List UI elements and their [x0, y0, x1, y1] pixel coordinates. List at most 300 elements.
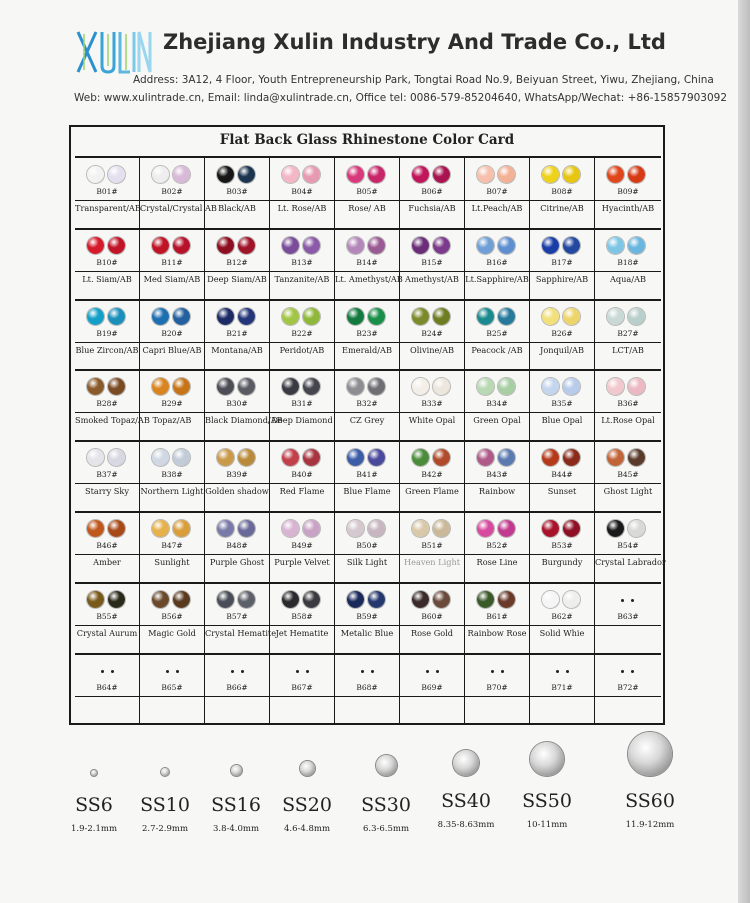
code-divider [75, 412, 661, 413]
rhinestone-swatch [542, 166, 559, 183]
color-name: Lt.Rose Opal [601, 415, 655, 426]
code-divider [75, 554, 661, 555]
color-code: B61# [486, 611, 508, 621]
placeholder-dot [296, 670, 299, 673]
color-cell [140, 583, 205, 654]
rhinestone-swatch [347, 166, 364, 183]
color-code: B42# [421, 470, 443, 480]
color-name: Fuchsia/AB [408, 203, 456, 213]
color-code: B38# [161, 470, 183, 480]
size-diameter: 2.7-2.9mm [141, 824, 189, 834]
rhinestone-swatch [282, 520, 299, 537]
rhinestone-swatch [217, 308, 234, 325]
rhinestone-swatch [173, 237, 190, 254]
color-cell [335, 583, 400, 654]
size-label: SS50 [522, 790, 572, 812]
color-cell [465, 583, 530, 654]
placeholder-dot [361, 670, 364, 673]
color-cell [270, 512, 335, 583]
color-cell [595, 512, 666, 583]
color-name: Lt. Amethyst/AB [335, 273, 403, 284]
color-cell [205, 583, 277, 654]
color-name: Rose/ AB [348, 203, 386, 213]
color-code: B47# [161, 541, 183, 550]
rhinestone-swatch [628, 449, 645, 466]
rhinestone-swatch [542, 591, 559, 608]
color-code: B41# [356, 470, 378, 480]
rhinestone-swatch [498, 166, 515, 183]
size-label: SS40 [441, 790, 491, 812]
rhinestone-swatch [173, 308, 190, 325]
color-name: Sapphire/AB [535, 273, 589, 284]
rhinestone-swatch [282, 166, 299, 183]
rhinestone-swatch [498, 520, 515, 537]
color-cell [595, 158, 661, 229]
color-cell [335, 158, 400, 229]
color-code: B30# [226, 399, 248, 409]
color-name: Peacock /AB [471, 344, 523, 355]
color-name: Montana/AB [211, 344, 263, 355]
size-diameter: 8.35-8.63mm [437, 820, 495, 830]
rhinestone-swatch [282, 591, 299, 608]
rhinestone-swatch [563, 449, 580, 466]
color-code: B06# [421, 187, 443, 196]
color-code: B19# [96, 328, 118, 338]
color-code: B51# [421, 541, 443, 550]
color-code: B32# [356, 399, 378, 409]
size-diameter: 4.6-4.8mm [283, 824, 331, 834]
color-cell [400, 583, 465, 654]
color-code: B31# [291, 399, 313, 409]
placeholder-dot [491, 670, 494, 673]
color-name: Deep Siam/AB [207, 273, 267, 284]
rhinestone-swatch [303, 237, 320, 254]
color-name: Crystal Aurum [76, 627, 138, 638]
color-code: B02# [161, 187, 183, 196]
rhinestone-swatch [108, 237, 125, 254]
rhinestone-swatch [433, 378, 450, 395]
color-code: B72# [617, 682, 639, 692]
rhinestone-swatch [628, 308, 645, 325]
placeholder-dot [621, 599, 624, 602]
color-code: B24# [421, 328, 443, 338]
rhinestone-swatch [477, 237, 494, 254]
color-cell [270, 654, 335, 725]
color-code: B08# [551, 187, 573, 196]
rhinestone-swatch [368, 166, 385, 183]
card-title: Flat Back Glass Rhinestone Color Card [219, 132, 515, 148]
color-code: B54# [617, 541, 639, 550]
placeholder-dot [371, 670, 374, 673]
color-cell [140, 441, 205, 512]
rhinestone-swatch [152, 591, 169, 608]
rhinestone-swatch [108, 308, 125, 325]
rhinestone-swatch [152, 237, 169, 254]
color-code: B03# [226, 187, 248, 196]
rhinestone-swatch [563, 591, 580, 608]
color-code: B37# [96, 470, 118, 480]
xulin-logo [74, 28, 152, 78]
code-divider [75, 342, 661, 343]
size-label: SS20 [282, 794, 332, 816]
placeholder-dot [426, 670, 429, 673]
color-cell [595, 654, 661, 725]
rhinestone-swatch [368, 449, 385, 466]
size-stone-ss50 [530, 742, 564, 776]
color-name: Blue Opal [541, 415, 583, 426]
color-name: Emerald/AB [342, 344, 392, 355]
rhinestone-swatch [217, 449, 234, 466]
color-code: B71# [551, 682, 573, 692]
rhinestone-swatch [347, 449, 364, 466]
color-name: Purple Ghost [209, 557, 265, 567]
color-name: Rainbow [478, 486, 516, 497]
size-stone-ss60 [628, 732, 672, 776]
color-code: B17# [551, 257, 573, 267]
rhinestone-swatch [108, 449, 125, 466]
rhinestone-swatch [152, 308, 169, 325]
color-cell [140, 512, 205, 583]
color-cell [465, 158, 530, 229]
color-code: B65# [161, 682, 183, 692]
color-cell [205, 158, 270, 229]
rhinestone-swatch [498, 378, 515, 395]
color-cell [75, 654, 140, 725]
rhinestone-swatch [152, 449, 169, 466]
color-code: B15# [421, 257, 443, 267]
color-name: Capri Blue/AB [142, 344, 202, 355]
rhinestone-swatch [87, 591, 104, 608]
color-name: Green Flame [405, 486, 459, 497]
color-code: B43# [486, 470, 508, 480]
size-label: SS10 [140, 794, 190, 816]
color-code: B68# [356, 682, 378, 692]
page-edge [738, 0, 750, 903]
color-cell [400, 370, 465, 441]
rhinestone-swatch [282, 449, 299, 466]
company-name: Zhejiang Xulin Industry And Trade Co., Ltd [163, 30, 666, 54]
color-name: Solid Whie [539, 627, 585, 638]
rhinestone-swatch [542, 237, 559, 254]
color-name: Amber [93, 557, 121, 567]
rhinestone-swatch [87, 308, 104, 325]
color-code: B22# [291, 328, 313, 338]
color-cell [465, 370, 530, 441]
color-code: B28# [96, 399, 118, 409]
rhinestone-swatch [368, 591, 385, 608]
color-name: Golden shadow [205, 486, 269, 497]
color-name: Red Flame [279, 486, 325, 497]
color-code: B70# [486, 682, 508, 692]
color-cell [75, 441, 140, 512]
color-code: B46# [96, 541, 118, 550]
color-code: B01# [96, 187, 118, 196]
color-code: B60# [421, 611, 443, 621]
color-code: B55# [96, 611, 118, 621]
color-name: Topaz/AB [152, 415, 192, 426]
rhinestone-swatch [108, 591, 125, 608]
rhinestone-swatch [87, 520, 104, 537]
color-cell [465, 512, 530, 583]
color-cell [270, 370, 335, 441]
rhinestone-swatch [152, 378, 169, 395]
color-code: B53# [551, 541, 573, 550]
rhinestone-swatch [217, 591, 234, 608]
color-name: Jonquil/AB [540, 344, 584, 355]
color-cell [465, 654, 530, 725]
placeholder-dot [436, 670, 439, 673]
rhinestone-swatch [563, 378, 580, 395]
color-cell [270, 441, 335, 512]
color-cell [75, 229, 140, 300]
color-name: Lt. Rose/AB [277, 203, 327, 213]
code-divider [75, 696, 661, 697]
color-name: Blue Zircon/AB [75, 344, 139, 355]
color-code: B29# [161, 399, 183, 409]
rhinestone-swatch [563, 520, 580, 537]
color-name: Purple Velvet [274, 557, 330, 567]
color-code: B64# [96, 682, 118, 692]
color-cell [335, 370, 400, 441]
size-stone-ss20 [300, 761, 315, 776]
color-name: Crystal Hematite [205, 627, 277, 638]
color-code: B40# [291, 470, 313, 480]
color-cell [400, 441, 465, 512]
color-code: B44# [551, 470, 573, 480]
rhinestone-swatch [238, 308, 255, 325]
rhinestone-swatch [238, 591, 255, 608]
color-name: Ghost Light [603, 486, 653, 497]
rhinestone-swatch [542, 449, 559, 466]
color-name: Lt.Sapphire/AB [465, 273, 529, 284]
placeholder-dot [566, 670, 569, 673]
company-header [0, 0, 738, 120]
placeholder-dot [241, 670, 244, 673]
color-cell [530, 512, 595, 583]
rhinestone-swatch [433, 237, 450, 254]
color-name: Silk Light [346, 557, 388, 567]
color-name: Med Siam/AB [143, 273, 201, 284]
color-code: B12# [226, 257, 248, 267]
rhinestone-swatch [238, 449, 255, 466]
rhinestone-swatch [412, 308, 429, 325]
rhinestone-swatch [368, 520, 385, 537]
rhinestone-swatch [433, 166, 450, 183]
color-cell [530, 370, 595, 441]
rhinestone-swatch [217, 166, 234, 183]
color-name: Burgundy [541, 557, 583, 567]
color-name: Citrine/AB [540, 203, 584, 213]
rhinestone-swatch [87, 166, 104, 183]
color-code: B11# [161, 257, 183, 267]
rhinestone-swatch [607, 520, 624, 537]
color-code: B13# [291, 257, 313, 267]
color-code: B10# [96, 257, 118, 267]
color-cell [75, 370, 150, 441]
rhinestone-swatch [303, 591, 320, 608]
rhinestone-swatch [607, 166, 624, 183]
size-diameter: 11.9-12mm [625, 820, 675, 830]
color-cell [140, 229, 205, 300]
color-name: Smoked Topaz/AB [75, 415, 150, 426]
color-code: B04# [291, 187, 313, 196]
color-code: B59# [356, 611, 378, 621]
rhinestone-swatch [217, 237, 234, 254]
rhinestone-swatch [628, 237, 645, 254]
rhinestone-swatch [498, 237, 515, 254]
rhinestone-swatch [368, 237, 385, 254]
color-name: Northern Light [140, 486, 204, 497]
color-code: B16# [486, 257, 508, 267]
rhinestone-swatch [303, 449, 320, 466]
color-cell [400, 158, 465, 229]
color-cell [400, 300, 465, 371]
rhinestone-swatch [477, 520, 494, 537]
color-cell [75, 583, 140, 654]
color-name: Blue Flame [343, 486, 391, 497]
color-name: Hyacinth/AB [601, 203, 655, 213]
rhinestone-swatch [498, 449, 515, 466]
rhinestone-swatch [347, 520, 364, 537]
placeholder-dot [631, 670, 634, 673]
color-name: Rose Gold [410, 627, 454, 638]
rhinestone-swatch [303, 308, 320, 325]
rhinestone-swatch [87, 378, 104, 395]
color-cell [75, 158, 140, 229]
color-code: B67# [291, 682, 313, 692]
rhinestone-swatch [173, 520, 190, 537]
placeholder-dot [306, 670, 309, 673]
color-name: Sunset [547, 486, 577, 497]
rhinestone-swatch [477, 449, 494, 466]
color-cell [530, 158, 595, 229]
size-label: SS30 [361, 794, 411, 816]
color-name: Amethyst/AB [405, 273, 459, 284]
color-code: B05# [356, 187, 378, 196]
color-cell [465, 300, 530, 371]
color-name: Peridot/AB [279, 344, 325, 355]
placeholder-dot [111, 670, 114, 673]
color-cell [140, 654, 205, 725]
color-name: Transparent/AB [75, 203, 141, 213]
rhinestone-swatch [87, 449, 104, 466]
color-name: White Opal [408, 415, 456, 426]
code-divider [75, 200, 661, 201]
color-code: B66# [226, 682, 248, 692]
color-cell [595, 370, 661, 441]
color-cell [270, 300, 335, 371]
color-code: B63# [617, 611, 639, 621]
color-name: LCT/AB [612, 344, 644, 355]
rhinestone-color-card [69, 125, 665, 725]
rhinestone-swatch [217, 378, 234, 395]
color-cell [205, 370, 283, 441]
color-cell [595, 229, 661, 300]
rhinestone-swatch [542, 378, 559, 395]
placeholder-dot [176, 670, 179, 673]
rhinestone-swatch [347, 591, 364, 608]
color-code: B33# [421, 399, 443, 409]
rhinestone-swatch [173, 378, 190, 395]
placeholder-dot [621, 670, 624, 673]
color-code: B35# [551, 399, 573, 409]
color-code: B20# [161, 328, 183, 338]
size-stone-ss10 [161, 768, 169, 776]
rhinestone-swatch [108, 166, 125, 183]
color-code: B49# [291, 541, 313, 550]
color-code: B56# [161, 611, 183, 621]
rhinestone-swatch [607, 449, 624, 466]
rhinestone-swatch [412, 520, 429, 537]
size-stone-ss6 [91, 770, 97, 776]
color-name: Green Opal [473, 415, 521, 426]
color-cell [530, 300, 595, 371]
color-name: Lt.Peach/AB [471, 203, 523, 213]
color-cell [530, 583, 595, 654]
rhinestone-swatch [347, 308, 364, 325]
color-code: B52# [486, 541, 508, 550]
rhinestone-swatch [477, 591, 494, 608]
color-cell [335, 300, 400, 371]
rhinestone-swatch [173, 591, 190, 608]
color-cell [335, 512, 400, 583]
color-code: B07# [486, 187, 508, 196]
rhinestone-swatch [152, 520, 169, 537]
size-label: SS60 [625, 790, 675, 812]
color-cell [335, 654, 400, 725]
rhinestone-swatch [433, 520, 450, 537]
color-cell [205, 300, 270, 371]
color-code: B48# [226, 541, 248, 550]
color-code: B34# [486, 399, 508, 409]
rhinestone-swatch [607, 308, 624, 325]
color-code: B45# [617, 470, 639, 480]
color-name: Crystal Labrador [595, 557, 666, 567]
color-cell [75, 300, 140, 371]
color-cell [270, 583, 335, 654]
color-name: Heaven Light [403, 557, 461, 567]
color-cell [205, 441, 270, 512]
color-name: Crystal/Crystal AB [140, 203, 217, 213]
rhinestone-swatch [87, 237, 104, 254]
color-code: B26# [551, 328, 573, 338]
rhinestone-swatch [433, 449, 450, 466]
rhinestone-swatch [498, 591, 515, 608]
rhinestone-swatch [108, 520, 125, 537]
rhinestone-swatch [282, 378, 299, 395]
color-cell [140, 300, 205, 371]
size-diameter: 6.3-6.5mm [362, 824, 410, 834]
rhinestone-swatch [477, 308, 494, 325]
rhinestone-swatch [152, 166, 169, 183]
color-name: Sunlight [154, 557, 190, 567]
rhinestone-swatch [238, 520, 255, 537]
color-cell [465, 441, 530, 512]
color-cell [530, 654, 595, 725]
color-name: Black Diamond/AB [205, 415, 283, 426]
code-divider [75, 271, 661, 272]
color-name: Magic Gold [148, 627, 196, 638]
rhinestone-swatch [412, 591, 429, 608]
rhinestone-swatch [628, 166, 645, 183]
placeholder-dot [556, 670, 559, 673]
color-code: B50# [356, 541, 378, 550]
rhinestone-swatch [563, 166, 580, 183]
color-code: B27# [617, 328, 639, 338]
rhinestone-swatch [238, 378, 255, 395]
color-cell [400, 654, 465, 725]
rhinestone-swatch [542, 520, 559, 537]
